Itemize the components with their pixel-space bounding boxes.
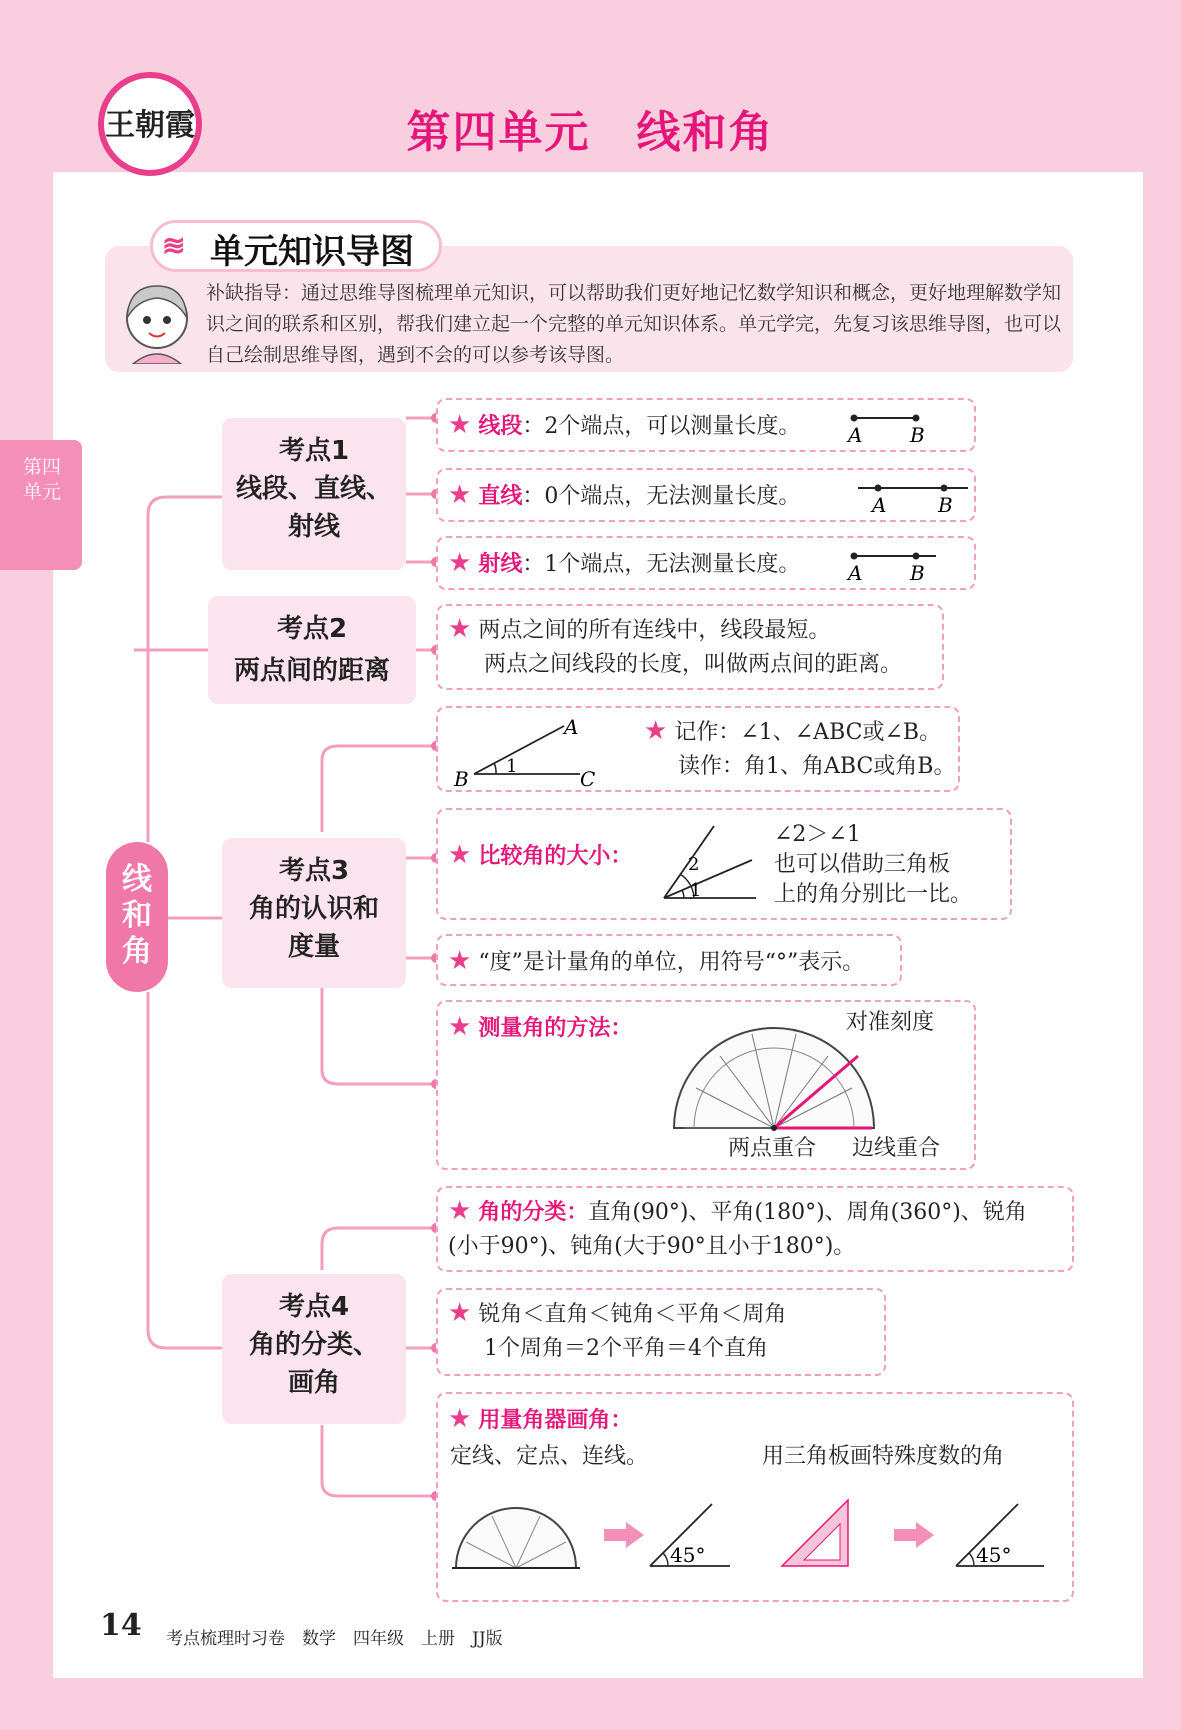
distance-box bbox=[436, 604, 944, 690]
line-label-a: A bbox=[872, 493, 887, 516]
order-box bbox=[436, 1288, 886, 1376]
angle-label-c: C bbox=[580, 767, 596, 788]
mindmap-root-label: 线和角 bbox=[122, 862, 152, 969]
star-icon: ★ bbox=[448, 1298, 472, 1328]
star-icon: ★ bbox=[448, 1012, 472, 1042]
keypoint-1-title-2: 射线 bbox=[287, 512, 340, 542]
ray-desc: ：1个端点，无法测量长度。 bbox=[522, 552, 801, 577]
measure-box bbox=[436, 1000, 976, 1170]
draw-box bbox=[436, 1392, 1074, 1602]
segment-desc: ：2个端点，可以测量长度。 bbox=[522, 414, 801, 439]
keypoint-2 bbox=[208, 596, 416, 704]
degree-box bbox=[436, 934, 902, 986]
arrow-right-icon bbox=[602, 1520, 646, 1550]
unit-side-tab-label: 第四单元 bbox=[22, 456, 61, 503]
keypoint-3 bbox=[222, 838, 406, 988]
classify-line-1: 直角(90°)、平角(180°)、周角(360°)、锐角 bbox=[588, 1200, 1027, 1225]
classify-box bbox=[436, 1186, 1074, 1272]
line-diagram bbox=[858, 476, 978, 516]
ray-box bbox=[436, 536, 976, 590]
footer-text: 考点梳理时习卷 数学 四年级 上册 JJ版 bbox=[166, 1629, 503, 1649]
star-icon: ★ bbox=[448, 1196, 472, 1226]
arrow-right-icon bbox=[892, 1520, 936, 1550]
distance-line-1: 两点之间的所有连线中，线段最短。 bbox=[478, 618, 831, 643]
angle-label-a: A bbox=[564, 716, 579, 739]
star-icon: ★ bbox=[448, 480, 472, 510]
compare-angle-diagram bbox=[660, 820, 760, 904]
line-label-b: B bbox=[938, 493, 953, 516]
keypoint-4 bbox=[222, 1274, 406, 1424]
angle-45-result-diagram bbox=[948, 1494, 1048, 1574]
classify-line-2: (小于90°)、钝角(大于90°且小于180°)。 bbox=[448, 1234, 856, 1259]
ray-diagram bbox=[842, 544, 962, 584]
angle-abc-diagram bbox=[450, 716, 600, 788]
star-icon: ★ bbox=[644, 716, 668, 746]
order-line-1: 锐角＜直角＜钝角＜平角＜周角 bbox=[478, 1302, 787, 1327]
compare-line-3: 上的角分别比一比。 bbox=[774, 882, 973, 907]
angle-45-result-label: 45° bbox=[976, 1543, 1012, 1567]
star-icon: ★ bbox=[448, 614, 472, 644]
draw-term: 用量角器画角： bbox=[478, 1408, 633, 1433]
guide-text: 补缺指导：通过思维导图梳理单元知识，可以帮助我们更好地记忆数学知识和概念，更好地理解数学知识之间的联系和区别，帮我们建立起一个完整的单元知识体系。单元学完，先复习该思维导图，也可以自己绘制思维导图，遇到不会的可以参考该导图。 bbox=[206, 282, 1062, 366]
compare-box bbox=[436, 808, 1012, 920]
measure-term: 测量角的方法： bbox=[478, 1016, 633, 1041]
keypoint-4-title-2: 画角 bbox=[287, 1368, 340, 1398]
angle-45-diagram bbox=[642, 1494, 732, 1574]
protractor-drawing-icon bbox=[452, 1502, 582, 1574]
waves-icon: ≋ bbox=[162, 229, 186, 262]
star-icon: ★ bbox=[448, 1404, 472, 1434]
star-icon: ★ bbox=[448, 840, 472, 870]
mindmap-root bbox=[106, 842, 168, 992]
keypoint-2-title: 两点间的距离 bbox=[233, 656, 390, 686]
angle-notation-box bbox=[436, 706, 960, 792]
brand-logo-text: 王朝霞 bbox=[105, 108, 195, 143]
keypoint-4-title: 角的分类、 bbox=[248, 1330, 379, 1360]
keypoint-4-number: 考点4 bbox=[278, 1292, 350, 1322]
degree-text: “度”是计量角的单位，用符号“°”表示。 bbox=[478, 950, 865, 975]
compare-relation: ∠2＞∠1 bbox=[774, 822, 861, 847]
distance-line-2: 两点之间线段的长度，叫做两点间的距离。 bbox=[484, 652, 903, 677]
line-desc: ：0个端点，无法测量长度。 bbox=[522, 484, 801, 509]
compare-term: 比较角的大小： bbox=[478, 844, 633, 869]
classify-term: 角的分类： bbox=[478, 1200, 589, 1225]
segment-box bbox=[436, 398, 976, 452]
angle-45-label: 45° bbox=[670, 1543, 706, 1567]
page-number: 14 bbox=[100, 1608, 142, 1643]
segment-term: 线段 bbox=[478, 414, 523, 439]
order-line-2: 1个周角＝2个平角＝4个直角 bbox=[484, 1336, 768, 1361]
angle-label-b: B bbox=[454, 767, 469, 788]
page-title: 第四单元 线和角 bbox=[406, 107, 775, 158]
measure-note-edge: 边线重合 bbox=[852, 1136, 941, 1161]
angle-read: 读作：角1、角ABC或角B。 bbox=[678, 754, 956, 779]
compare-line-2: 也可以借助三角板 bbox=[774, 852, 951, 877]
compare-label-1: 1 bbox=[690, 880, 702, 901]
measure-note-top: 对准刻度 bbox=[846, 1010, 935, 1035]
section-title: 单元知识导图 bbox=[210, 232, 414, 272]
keypoint-2-number: 考点2 bbox=[276, 614, 348, 644]
draw-right-text: 用三角板画特殊度数的角 bbox=[762, 1444, 1005, 1469]
ray-label-a: A bbox=[848, 561, 863, 584]
star-icon: ★ bbox=[448, 410, 472, 440]
keypoint-1 bbox=[222, 418, 406, 570]
line-box bbox=[436, 468, 976, 522]
keypoint-1-title: 线段、直线、 bbox=[235, 474, 392, 504]
set-square-icon bbox=[778, 1494, 868, 1574]
keypoint-3-title-2: 度量 bbox=[287, 932, 340, 962]
star-icon: ★ bbox=[448, 946, 472, 976]
angle-write: 记作：∠1、∠ABC或∠B。 bbox=[674, 720, 942, 745]
segment-label-a: A bbox=[848, 423, 863, 446]
keypoint-1-number: 考点1 bbox=[278, 436, 350, 466]
ray-term: 射线 bbox=[478, 552, 523, 577]
segment-diagram bbox=[842, 406, 962, 446]
angle-label-1: 1 bbox=[506, 756, 518, 777]
draw-left-text: 定线、定点、连线。 bbox=[450, 1444, 649, 1469]
keypoint-3-title: 角的认识和 bbox=[248, 894, 379, 924]
segment-label-b: B bbox=[910, 423, 925, 446]
line-term: 直线 bbox=[478, 484, 523, 509]
keypoint-3-number: 考点3 bbox=[278, 856, 350, 886]
measure-note-center: 两点重合 bbox=[728, 1136, 817, 1161]
star-icon: ★ bbox=[448, 548, 472, 578]
compare-label-2: 2 bbox=[688, 854, 700, 875]
ray-label-b: B bbox=[910, 561, 925, 584]
